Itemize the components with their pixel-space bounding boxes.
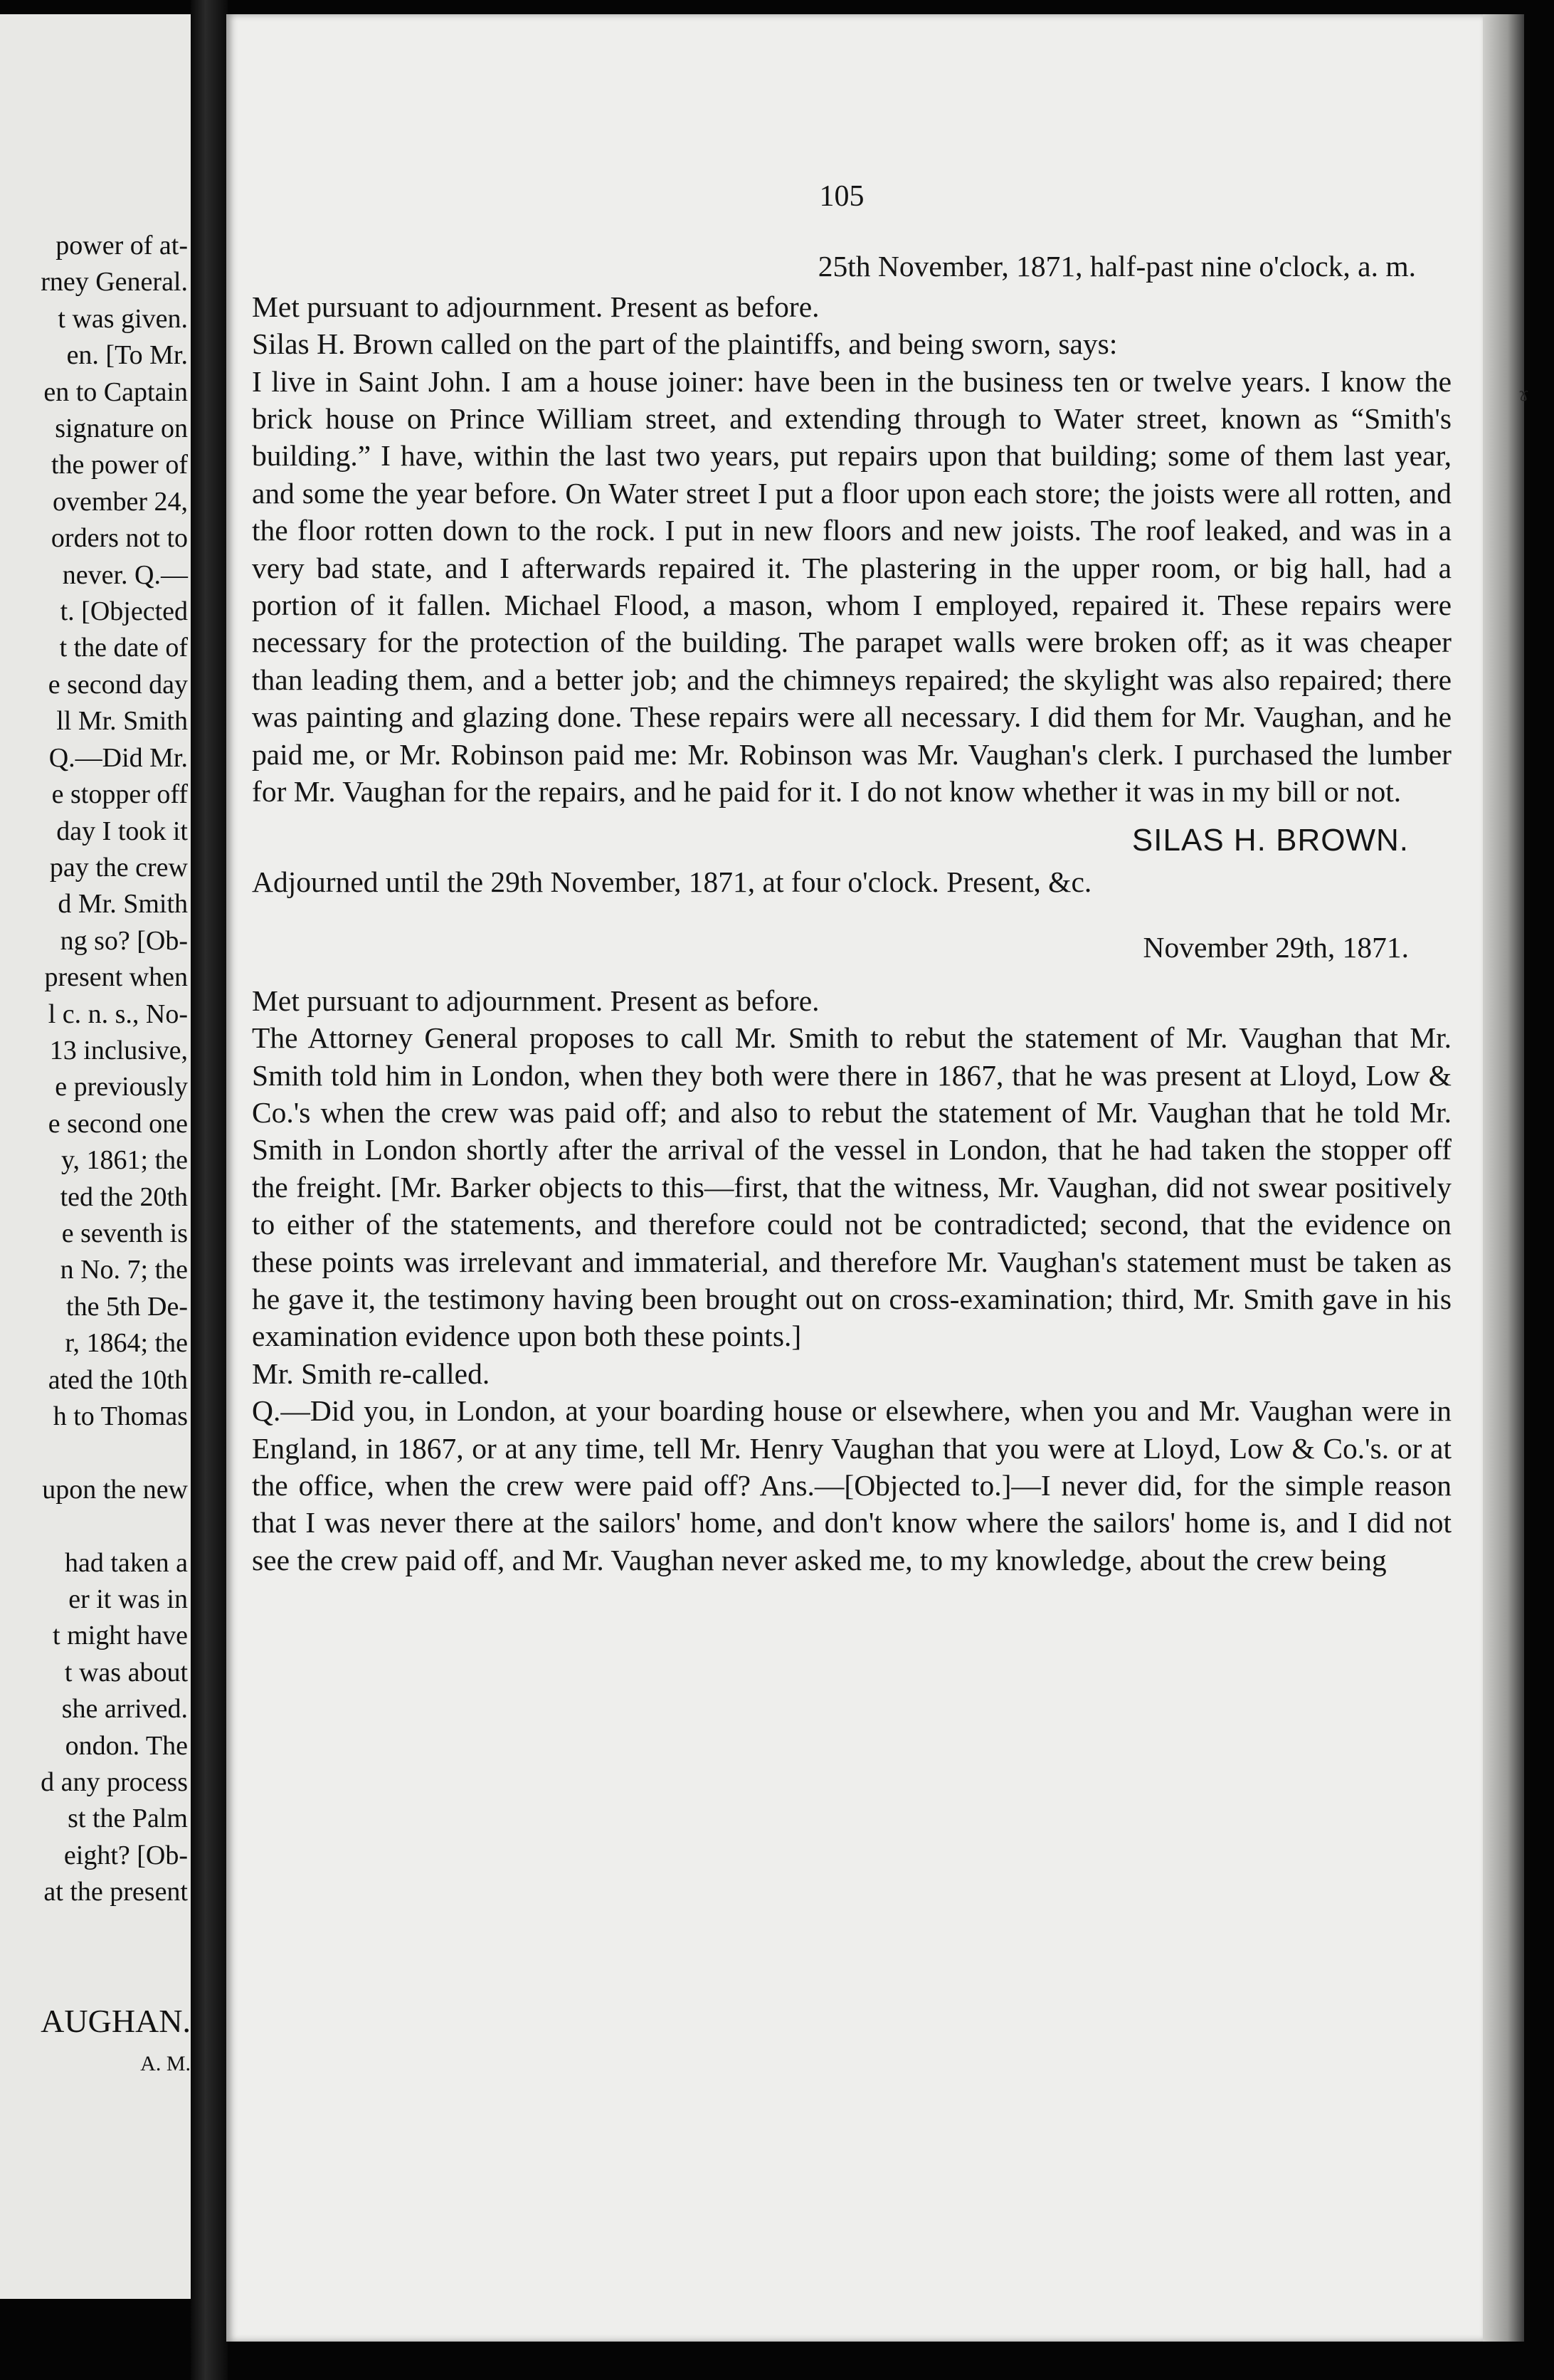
left-page-line: signature on xyxy=(55,414,188,444)
left-page-line: ondon. The xyxy=(65,1730,188,1761)
left-page-line: en to Captain xyxy=(43,377,188,407)
left-page-line xyxy=(41,1508,188,1544)
left-page-line: Q.—Did Mr. xyxy=(48,742,188,773)
paragraph-attorney-general: The Attorney General proposes to call Mr. Smith to rebut the statement of Mr. Vaughan that Mr. Smith told him in London, when they both were there in 1867, that he was present at Lloyd, Low & Co.'s when the crew was paid off; and also to rebut the statement of Mr. Vaughan that he told Mr. Smith in London shortly after the arrival of the vessel in London, that he had taken the stopper off the freight. [Mr. Barker objects to this—first, that the witness, Mr. Vaughan, did not swear positively to either of the statements, and therefore could not be contradicted; second, that the evidence on these points was irrelevant and immaterial, and therefore Mr. Vaughan's statement must be taken as he gave it, the testimony having been brought out on cross-examination; third, Mr. Smith gave in his examination evidence upon both these points.] xyxy=(252,1021,1452,1353)
witness-signature: SILAS H. BROWN. xyxy=(1131,822,1409,858)
left-page-line: d Mr. Smith xyxy=(58,889,188,920)
session-dateline: 25th November, 1871, half-past nine o'clock, a. m. xyxy=(818,250,1416,283)
left-page-line: d any process xyxy=(41,1767,188,1798)
paragraph-question: Q.—Did you, in London, at your boarding house or elsewhere, when you and Mr. Vaughan were in England, in 1867, or at any time, tell Mr. Henry Vaughan that you were at Lloyd, Low & Co.'s. or at the office, when the crew were paid off? Ans.—[Objected to.]—I never did, for the simple reason that I was never there at the sailors' home, and don't know where the sailors' home is, and I did not see the crew paid off, and Mr. Vaughan never asked me, to my knowledge, about the crew being xyxy=(252,1394,1452,1576)
left-page-line: e previously xyxy=(55,1072,188,1102)
left-facing-page xyxy=(0,14,191,2299)
left-page-line: n No. 7; the xyxy=(60,1255,188,1285)
left-page-line: the 5th De- xyxy=(66,1291,188,1322)
left-page-line: never. Q.— xyxy=(62,559,188,590)
left-page-line: upon the new xyxy=(42,1474,188,1505)
paragraph-met: Met pursuant to adjournment. Present as before. xyxy=(252,290,820,323)
left-page-line: day I took it xyxy=(56,816,188,846)
page-content xyxy=(231,178,1453,1579)
left-page-line: r, 1864; the xyxy=(65,1328,188,1359)
left-page-line: the power of xyxy=(51,450,188,480)
left-page-line: t. [Objected xyxy=(60,596,188,627)
left-page-time: A. M. xyxy=(140,2052,191,2075)
left-page-line: t was given. xyxy=(58,303,188,334)
left-page-line: ated the 10th xyxy=(48,1364,188,1395)
left-page-line: en. [To Mr. xyxy=(66,340,188,371)
paragraph-testimony: I live in Saint John. I am a house joiner: have been in the business ten or twelve years. I know the brick house on Prince William street, and extending through to Water street, known as “Smith's building.” I have, within the last two years, put repairs upon that building; some of them last year, and some the year before. On Water street I put a floor upon each store; the joists were all rotten, and the floor rotten down to the rock. I put in new floors and new joists. The roof leaked, and was in a very bad state, and I afterwards repaired it. The plastering in the upper room, or big hall, had a portion of it fallen. Michael Flood, a mason, whom I employed, repaired it. These repairs were necessary for the protection of the building. The parapet walls were broken off; as it was cheaper than leading them, and a better job; and the chimneys repaired; the skylight was also repaired; there was painting and glazing done. These repairs were all necessary. I did them for Mr. Vaughan, and he paid me, or Mr. Robinson paid me: Mr. Robinson was Mr. Vaughan's clerk. I purchased the lumber for Mr. Vaughan for the repairs, and he paid for it. I do not know whether it was in my bill or not. xyxy=(252,364,1452,809)
left-page-line xyxy=(41,1435,188,1471)
left-page-line: e stopper off xyxy=(51,779,188,810)
left-page-line: h to Thomas xyxy=(53,1401,188,1431)
left-page-line: rney General. xyxy=(41,267,188,298)
left-page-line: st the Palm xyxy=(68,1804,188,1834)
left-page-line: ng so? [Ob- xyxy=(60,925,188,956)
edge-mark: ɤ xyxy=(1518,384,1529,406)
left-page-line: e seventh is xyxy=(61,1218,188,1248)
paragraph-witness-called: Silas H. Brown called on the part of the plaintiffs, and being sworn, says: xyxy=(252,327,1118,361)
paragraph-recalled: Mr. Smith re-called. xyxy=(252,1357,490,1390)
left-page-line: t the date of xyxy=(59,633,188,663)
left-page-line: y, 1861; the xyxy=(60,1145,188,1176)
left-page-line: eight? [Ob- xyxy=(63,1840,188,1870)
left-page-signature: AUGHAN. xyxy=(41,2003,191,2039)
left-page-line: t might have xyxy=(53,1621,188,1651)
left-page-line: l c. n. s., No- xyxy=(48,999,188,1029)
left-page-line: t was about xyxy=(64,1657,188,1687)
left-page-line: had taken a xyxy=(64,1547,188,1578)
left-page-footer xyxy=(41,2000,191,2085)
book-gutter xyxy=(191,0,228,2380)
left-page-line: ovember 24, xyxy=(53,486,188,517)
left-page-line: present when xyxy=(44,962,188,993)
left-page-line: pay the crew xyxy=(49,852,188,883)
right-page xyxy=(226,14,1483,2342)
left-page-line: orders not to xyxy=(51,523,188,554)
left-page-line: e second one xyxy=(48,1108,188,1139)
left-page-line: at the present xyxy=(43,1877,188,1907)
left-page-line: e second day xyxy=(48,669,188,700)
page-edge xyxy=(1483,14,1524,2342)
page-number: 105 xyxy=(819,180,865,213)
left-page-text xyxy=(41,228,188,1911)
left-page-line: ll Mr. Smith xyxy=(56,706,188,737)
paragraph-adjourned: Adjourned until the 29th November, 1871, at four o'clock. Present, &c. xyxy=(252,865,1092,898)
left-page-line: ted the 20th xyxy=(60,1181,188,1212)
left-page-line: 13 inclusive, xyxy=(49,1035,188,1065)
session-date-2: November 29th, 1871. xyxy=(1143,931,1409,964)
left-page-line: power of at- xyxy=(56,231,188,260)
left-page-line: she arrived. xyxy=(61,1694,188,1725)
left-page-line: er it was in xyxy=(68,1584,188,1615)
paragraph-met-2: Met pursuant to adjournment. Present as before. xyxy=(252,984,820,1017)
